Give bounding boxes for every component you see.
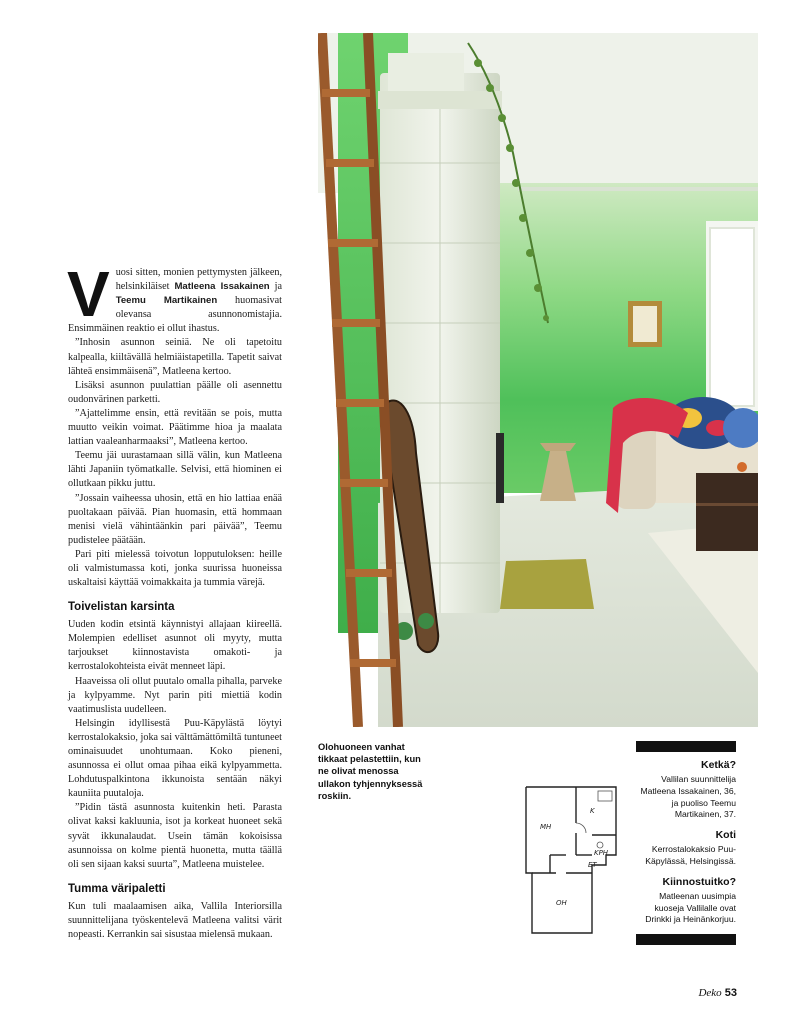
- window-pane: [710, 228, 754, 406]
- picture-mat: [633, 306, 657, 342]
- body-paragraph: ”Ajattelimme ensin, että revitään se pois, mutta muutto veikin voimat. Päätimme hioa ja maalata lattian vaaleanharmaaksi”, Matleena kertoo.: [68, 407, 282, 448]
- fact-text-home: Kerrostalokaksio Puu-Käpylässä, Helsingissä.: [645, 844, 736, 866]
- living-room-photo: [318, 33, 758, 727]
- fact-heading-who: Ketkä?: [700, 759, 736, 771]
- plan-label-oh: OH: [556, 899, 567, 907]
- body-paragraph: ”Inhosin asunnon seiniä. Ne oli tapetoitu kalpealla, kiiltävällä helmiäistapetilla. Tapetit saivat lähteä ensimmäisenä”, Matleena kertoo.: [68, 337, 282, 377]
- trunk: [696, 473, 758, 551]
- floor-plan-fixtures: [576, 791, 612, 848]
- body-paragraph: Haaveissa oli ollut puutalo omalla pihalla, parveke ja kylpyamme. Nyt parin piti miettiä kodin vaatimuslista uudelleen.: [68, 675, 282, 715]
- stove-crown: [388, 53, 464, 93]
- candle: [737, 462, 747, 472]
- plan-label-k: K: [590, 807, 595, 815]
- intro-paragraph: Vuosi sitten, monien pettymysten jälkeen, helsinkiläiset Matleena Issakainen ja Teemu Martikainen huomasivat olevansa asunnonomistajia. Ensimmäinen reaktio ei ollut ihastus.: [67, 258, 282, 335]
- fact-text-who: Vallilan suunnittelija Matleena Issakainen, 36, ja puoliso Teemu Martikainen, 37.: [640, 774, 736, 820]
- fact-box-top-bar: [636, 741, 736, 752]
- magazine-name: Deko: [698, 987, 722, 999]
- drop-cap: V: [67, 258, 110, 330]
- photo-caption: Olohuoneen vanhat tikkaat pelastettiin, kun ne olivat menossa ullakon tyhjennyksessä roskiin.: [318, 742, 423, 801]
- trunk-strap: [696, 503, 758, 506]
- fact-heading-home: Koti: [715, 829, 736, 842]
- picture-rail: [518, 187, 758, 191]
- section-heading: Toivelistan karsinta: [68, 601, 175, 614]
- plan-label-kph: KPH: [594, 849, 609, 857]
- person-name: Matleena Issakainen: [174, 281, 270, 293]
- section-heading: Tumma väripaletti: [68, 882, 166, 895]
- body-paragraph: Lisäksi asunnon puulattian päälle oli asennettu oudonvärinen parketti.: [68, 379, 282, 405]
- body-paragraph: Helsingin idyllisestä Puu-Käpylästä löytyi kerrostalokaksio, joka sai välttämättömiltä tuntuneet ominaisuudet unohtumaan. Koko pieneni, asunnossa ei ollut omaa pihaa eikä kylpyammetta. Lohdutuspalkintona ikkunoista sentään näkyi kauniita puutaloja.: [68, 717, 282, 800]
- stool-top: [540, 443, 576, 451]
- body-paragraph: Teemu jäi uurastamaan sillä välin, kun Matleena lähti Japaniin työmatkalle. Selvisi, että hiominen ei ollutkaan pikku juttu.: [68, 450, 282, 490]
- stove-door: [496, 433, 504, 503]
- fact-box-bottom-bar: [636, 934, 736, 945]
- door-mat: [500, 559, 594, 609]
- person-name: Teemu Martikainen: [115, 295, 218, 307]
- floor-plan: [520, 783, 620, 943]
- body-paragraph: Uuden kodin etsintä käynnistyi allajaan kiireellä. Molempien edelliset asunnot oli myyty, mutta tarjoukset kiinnostavista omakoti- ja kerrostalokohteista eivät menneet läpi.: [68, 619, 282, 673]
- body-paragraph: Pari piti mielessä toivotun lopputuloksen: heille oli valmistumassa koti, jonka suurissa huoneissa uskaltaisi käyttää voimakkaita ja tummia värejä.: [68, 548, 282, 589]
- page-folio: [698, 987, 737, 999]
- plan-label-mh: MH: [540, 823, 552, 831]
- plan-label-et: ET: [588, 861, 597, 869]
- body-paragraph: Kun tuli maalaamisen aika, Vallila Interiorsilla suunnittelijana työskentelevä Matleena valitsi värit nopeasti. Kerrankin sai sisustaa mielensä mukaan.: [68, 900, 282, 941]
- article-body: [67, 258, 282, 942]
- floor-plan-walls: [526, 787, 616, 933]
- body-paragraph: ”Pidin tästä asunnosta kuitenkin heti. Parasta olivat kaksi kakluunia, isot ja korkeat huoneet sekä syvät ikkunalaudat. Usein tämän kokoisissa asunnoissa on kolme pientä huonetta, mutta täällä oli sen sijaan kaksi suurta”, Matleena muistelee.: [68, 802, 282, 870]
- skateboard-wheel: [418, 613, 434, 629]
- body-paragraph: ”Jossain vaiheessa uhosin, että en hio lattiaa enää puoltakaan päivää. Pian huomasin, että hommaan menisi vielä vähintäänkin pari päivää”, Teemu pudistelee päätään.: [68, 492, 282, 546]
- fact-text-interest: Matleenan uusimpia kuoseja Vallilalle ovat Drinkki ja Heinänkorjuu.: [645, 890, 736, 925]
- stove-cornice: [378, 91, 502, 109]
- page-number: 53: [724, 987, 737, 999]
- fact-box: [636, 741, 736, 945]
- fact-heading-interest: Kiinnostuitko?: [662, 875, 736, 888]
